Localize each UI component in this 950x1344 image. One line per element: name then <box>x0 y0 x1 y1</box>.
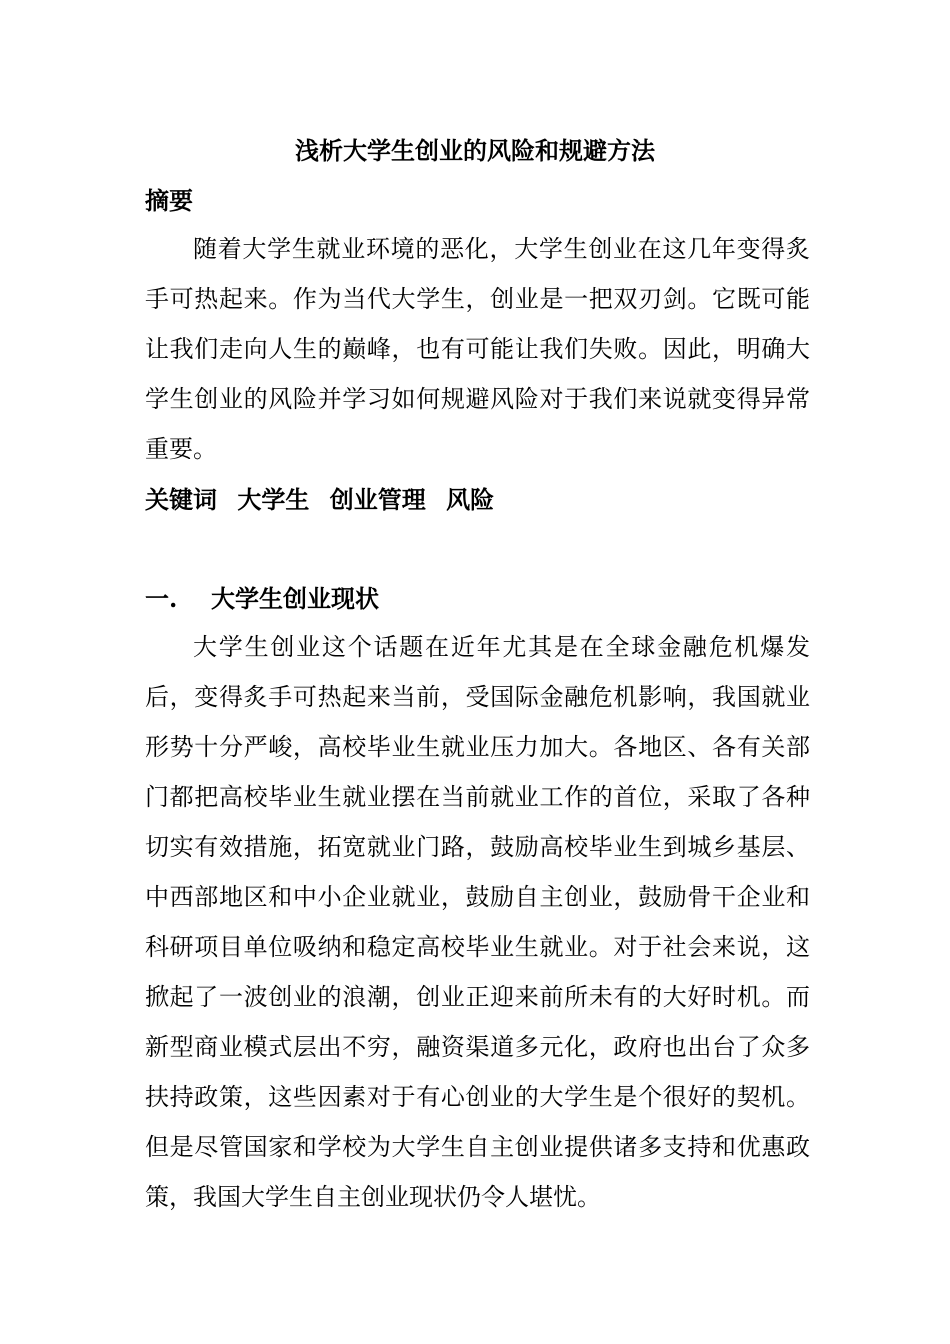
document-title: 浅析大学生创业的风险和规避方法 <box>295 136 655 165</box>
section-heading <box>145 581 379 617</box>
keyword-item: 大学生 <box>237 485 310 514</box>
keywords-line <box>145 482 506 518</box>
keyword-item: 创业管理 <box>329 485 426 514</box>
keywords-label: 关键词 <box>145 485 217 514</box>
section-title: 大学生创业现状 <box>211 584 379 613</box>
section-paragraph: 大学生创业这个话题在近年尤其是在全球金融危机爆发后，变得炙手可热起来当前，受国际金融危机影响，我国就业形势十分严峻，高校毕业生就业压力加大。各地区、各有关部门都把高校毕业生就业摆在当前就业工作的首位，采取了各种切实有效措施，拓宽就业门路，鼓励高校毕业生到城乡基层、中西部地区和中小企业就业，鼓励自主创业，鼓励骨干企业和科研项目单位吸纳和稳定高校毕业生就业。对于社会来说，这掀起了一波创业的浪潮，创业正迎来前所未有的大好时机。而新型商业模式层出不穷，融资渠道多元化，政府也出台了众多扶持政策，这些因素对于有心创业的大学生是个很好的契机。但是尽管国家和学校为大学生自主创业提供诸多支持和优惠政策，我国大学生自主创业现状仍令人堪忧。 <box>145 633 810 1211</box>
abstract-heading: 摘要 <box>145 186 193 215</box>
abstract-paragraph: 随着大学生就业环境的恶化，大学生创业在这几年变得炙手可热起来。作为当代大学生，创业是一把双刃剑。它既可能让我们走向人生的巅峰，也有可能让我们失败。因此，明确大学生创业的风险并学习如何规避风险对于我们来说就变得异常重要。 <box>145 235 810 463</box>
section-number: 一. <box>145 584 178 613</box>
keyword-item: 风险 <box>446 485 495 514</box>
